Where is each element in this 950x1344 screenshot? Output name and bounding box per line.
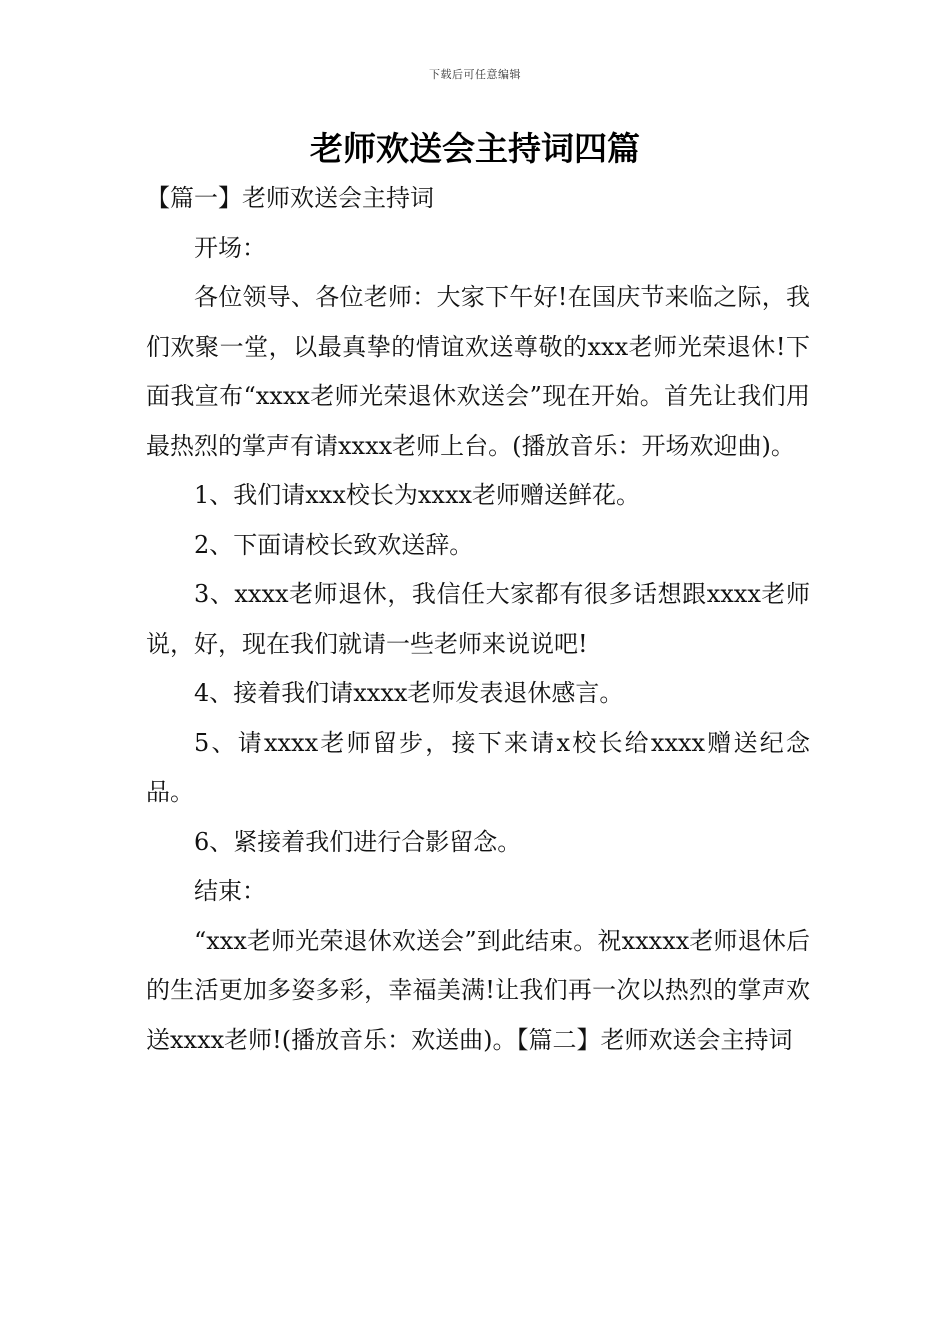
paragraph-step-2: 2、下面请校长致欢送辞。 xyxy=(194,530,474,559)
paragraph-opening-label: 开场： xyxy=(194,233,266,262)
paragraph-step-6: 6、紧接着我们进行合影留念。 xyxy=(194,827,522,856)
paragraph-closing-speech: “xxx老师光荣退休欢送会”到此结束。祝xxxxx老师退休后的生活更加多姿多彩，幸福美满!让我们再一次以热烈的掌声欢送xxxx老师!(播放音乐：欢送曲)。【篇二】老师欢送会主持词 xyxy=(146,926,810,1054)
paragraph-opening-speech: 各位领导、各位老师：大家下午好!在国庆节来临之际，我们欢聚一堂，以最真挚的情谊欢送尊敬的xxx老师光荣退休!下面我宣布“xxxx老师光荣退休欢送会”现在开始。首先让我们用最热烈的掌声有请xxxx老师上台。(播放音乐：开场欢迎曲)。 xyxy=(146,283,810,460)
document-title: 老师欢送会主持词四篇 xyxy=(310,129,640,168)
document-body xyxy=(146,174,810,1065)
paragraph-closing-label: 结束： xyxy=(194,877,266,905)
paragraph-step-3: 3、xxxx老师退休，我信任大家都有很多话想跟xxxx老师说，好，现在我们就请一些老师来说说吧! xyxy=(146,580,810,658)
header-note: 下载后可任意编辑 xyxy=(429,68,521,81)
paragraph-step-1: 1、我们请xxx校长为xxxx老师赠送鲜花。 xyxy=(194,481,641,509)
paragraph-step-5: 5、请xxxx老师留步，接下来请x校长给xxxx赠送纪念品。 xyxy=(146,728,810,806)
section-heading: 【篇一】老师欢送会主持词 xyxy=(146,184,434,212)
paragraph-step-4: 4、接着我们请xxxx老师发表退休感言。 xyxy=(194,679,624,707)
